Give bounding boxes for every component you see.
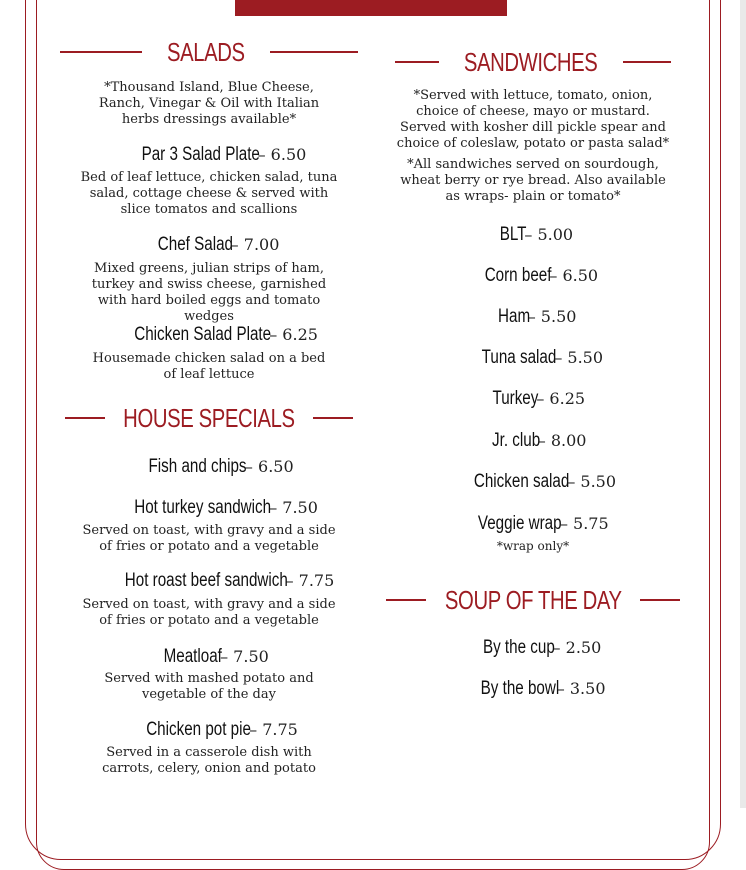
right-column — [392, 0, 674, 808]
header-rule — [313, 417, 353, 419]
item-name: Hot roast beef sandwich — [124, 570, 288, 591]
menu-item — [68, 323, 350, 346]
item-price: – 6.50 — [549, 266, 599, 285]
item-price: – 5.50 — [554, 348, 604, 367]
item-price: – 6.50 — [257, 145, 307, 164]
menu-item — [68, 143, 350, 166]
wrap-only-note: *wrap only* — [496, 539, 570, 553]
header-rule — [395, 61, 439, 63]
item-name: By the bowl — [480, 678, 559, 699]
menu-item — [392, 305, 674, 328]
menu-item — [392, 429, 674, 452]
section-title: HOUSE SPECIALS — [123, 402, 295, 433]
menu-item — [392, 387, 674, 410]
item-name: Fish and chips — [148, 456, 247, 477]
item-name: Turkey — [492, 388, 539, 409]
item-description: Mixed greens, julian strips of ham, turkey and swiss cheese, garnished with hard boiled eggs and tomato wedges — [91, 261, 327, 324]
menu-item — [68, 455, 350, 478]
item-description: Housemade chicken salad on a bed of leaf lettuce — [92, 351, 326, 382]
item-description: Served in a casserole dish with carrots, celery, onion and potato — [102, 745, 316, 776]
item-name: BLT — [499, 224, 527, 245]
item-name: Ham — [497, 306, 530, 327]
menu-item — [68, 718, 350, 741]
salads-dressing-note: *Thousand Island, Blue Cheese, Ranch, Vinegar & Oil with Italian herbs dressings available* — [98, 80, 320, 127]
menu-item — [68, 569, 350, 592]
menu-item — [392, 512, 674, 535]
menu-item — [392, 223, 674, 246]
section-title: SANDWICHES — [464, 46, 598, 77]
menu-item — [68, 645, 350, 668]
menu-item — [392, 264, 674, 287]
header-rule — [60, 51, 142, 53]
item-price: – 7.50 — [220, 647, 269, 666]
item-price: – 7.00 — [230, 235, 280, 254]
item-name: Corn beef — [484, 265, 552, 286]
header-rule — [65, 417, 105, 419]
menu-item — [392, 677, 674, 700]
item-name: By the cup — [482, 637, 555, 658]
item-price: – 6.25 — [269, 325, 318, 344]
item-description: Served with mashed potato and vegetable of the day — [104, 671, 314, 702]
item-name: Tuna salad — [481, 347, 557, 368]
left-column — [68, 0, 350, 808]
house-specials-header — [68, 400, 350, 436]
item-name: Chef Salad — [157, 234, 233, 255]
item-name: Par 3 Salad Plate — [141, 144, 260, 165]
header-rule — [270, 51, 358, 53]
item-name: Veggie wrap — [478, 513, 562, 534]
header-rule — [623, 61, 671, 63]
item-description: Served on toast, with gravy and a side of fries or potato and a vegetable — [82, 597, 336, 628]
menu-item — [392, 470, 674, 493]
menu-item — [68, 233, 350, 256]
sandwiches-header — [392, 44, 674, 80]
item-name: Meatloaf — [163, 646, 223, 667]
item-price: – 7.75 — [249, 720, 298, 739]
item-description: Bed of leaf lettuce, chicken salad, tuna salad, cottage cheese & served with slice tomatos and scallions — [80, 170, 338, 217]
section-title: SALADS — [167, 36, 245, 67]
header-rule — [640, 599, 680, 601]
item-name: Chicken pot pie — [146, 719, 252, 740]
item-price: – 7.75 — [285, 571, 335, 590]
item-price: – 5.50 — [527, 307, 577, 326]
page-edge — [740, 0, 746, 808]
item-price: – 3.50 — [556, 679, 606, 698]
item-name: Jr. club — [491, 430, 540, 451]
salads-header — [68, 34, 350, 70]
header-rule — [386, 599, 426, 601]
soup-header — [392, 582, 674, 618]
sandwiches-served-note: *Served with lettuce, tomato, onion, choice of cheese, mayo or mustard. Served with kosher dill pickle spear and choice of coleslaw, potato or pasta salad* — [396, 88, 670, 151]
item-price: – 5.50 — [567, 472, 617, 491]
menu-item — [392, 636, 674, 659]
item-price: – 6.25 — [536, 389, 586, 408]
item-price: – 7.50 — [269, 498, 318, 517]
item-name: Hot turkey sandwich — [134, 497, 272, 518]
item-name: Chicken Salad Plate — [134, 324, 272, 345]
item-price: – 5.75 — [559, 514, 609, 533]
item-price: – 6.50 — [244, 457, 294, 476]
menu-item — [68, 496, 350, 519]
sandwiches-bread-note: *All sandwiches served on sourdough, wheat berry or rye bread. Also available as wraps- plain or tomato* — [400, 157, 666, 204]
item-name: Chicken salad — [473, 471, 570, 492]
item-price: – 2.50 — [552, 638, 602, 657]
menu-item — [392, 346, 674, 369]
item-description: Served on toast, with gravy and a side of fries or potato and a vegetable — [82, 523, 336, 554]
section-title: SOUP OF THE DAY — [444, 584, 622, 615]
item-price: – 5.00 — [524, 225, 574, 244]
item-price: – 8.00 — [537, 431, 587, 450]
